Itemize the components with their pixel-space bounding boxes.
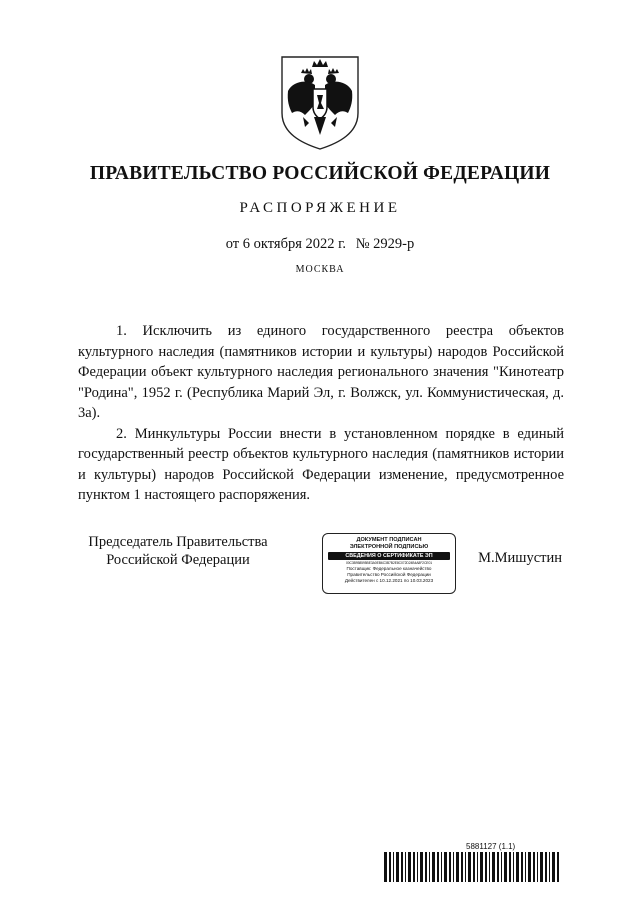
government-title: ПРАВИТЕЛЬСТВО РОССИЙСКОЙ ФЕДЕРАЦИИ bbox=[89, 163, 551, 184]
stamp-issuer-line2: Правительство Российской Федерации bbox=[347, 572, 431, 577]
signatory-position-line1: Председатель Правительства bbox=[88, 534, 268, 550]
document-body bbox=[78, 321, 564, 506]
paragraph-2: 2. Минкультуры России внести в установленном порядке в единый государственный реестр объектов культурного наследия (памятников истории и культуры) народов Российской Федерации изменение, предусмотренное пунктом 1 настоящего распоряжения. bbox=[78, 425, 564, 503]
document-type: РАСПОРЯЖЕНИЕ bbox=[239, 200, 401, 216]
stamp-serial: 00C3B958595BE3A0EB6C3B7B2E8C072D24B4A8F2CE01 bbox=[345, 561, 433, 565]
stamp-validity: Действителен с 10.12.2021 по 10.03.2023 bbox=[344, 578, 434, 583]
document-code: 5881127 (1.1) bbox=[466, 842, 516, 851]
stamp-certificate-header: СВЕДЕНИЯ О СЕРТИФИКАТЕ ЭП bbox=[328, 552, 450, 560]
document-date-line bbox=[0, 236, 640, 253]
stamp-issuer-line1: Поставщик: Федеральное казначейство bbox=[346, 566, 432, 571]
paragraph-1: 1. Исключить из единого государственного реестра объектов культурного наследия (памятников истории и культуры) народов Российской Федерации объект культурного наследия регионального значения "Кинотеатр "Родина", 1952 г. (Республика Марий Эл, г. Волжск, ул. Коммунистическая, д. 3а). bbox=[78, 323, 564, 421]
stamp-line1: ДОКУМЕНТ ПОДПИСАН bbox=[356, 537, 422, 543]
state-emblem-icon bbox=[279, 55, 361, 151]
electronic-signature-stamp bbox=[322, 533, 456, 594]
signatory-position bbox=[78, 533, 278, 569]
document-date: от 6 октября 2022 г. bbox=[225, 236, 347, 252]
barcode-icon bbox=[384, 852, 562, 882]
signatory-position-line2: Российской Федерации bbox=[106, 552, 250, 568]
document-city: МОСКВА bbox=[295, 264, 345, 275]
stamp-line2: ЭЛЕКТРОННОЙ ПОДПИСЬЮ bbox=[349, 544, 429, 550]
document-number: № 2929-р bbox=[355, 236, 415, 252]
signatory-name: М.Мишустин bbox=[478, 550, 562, 566]
